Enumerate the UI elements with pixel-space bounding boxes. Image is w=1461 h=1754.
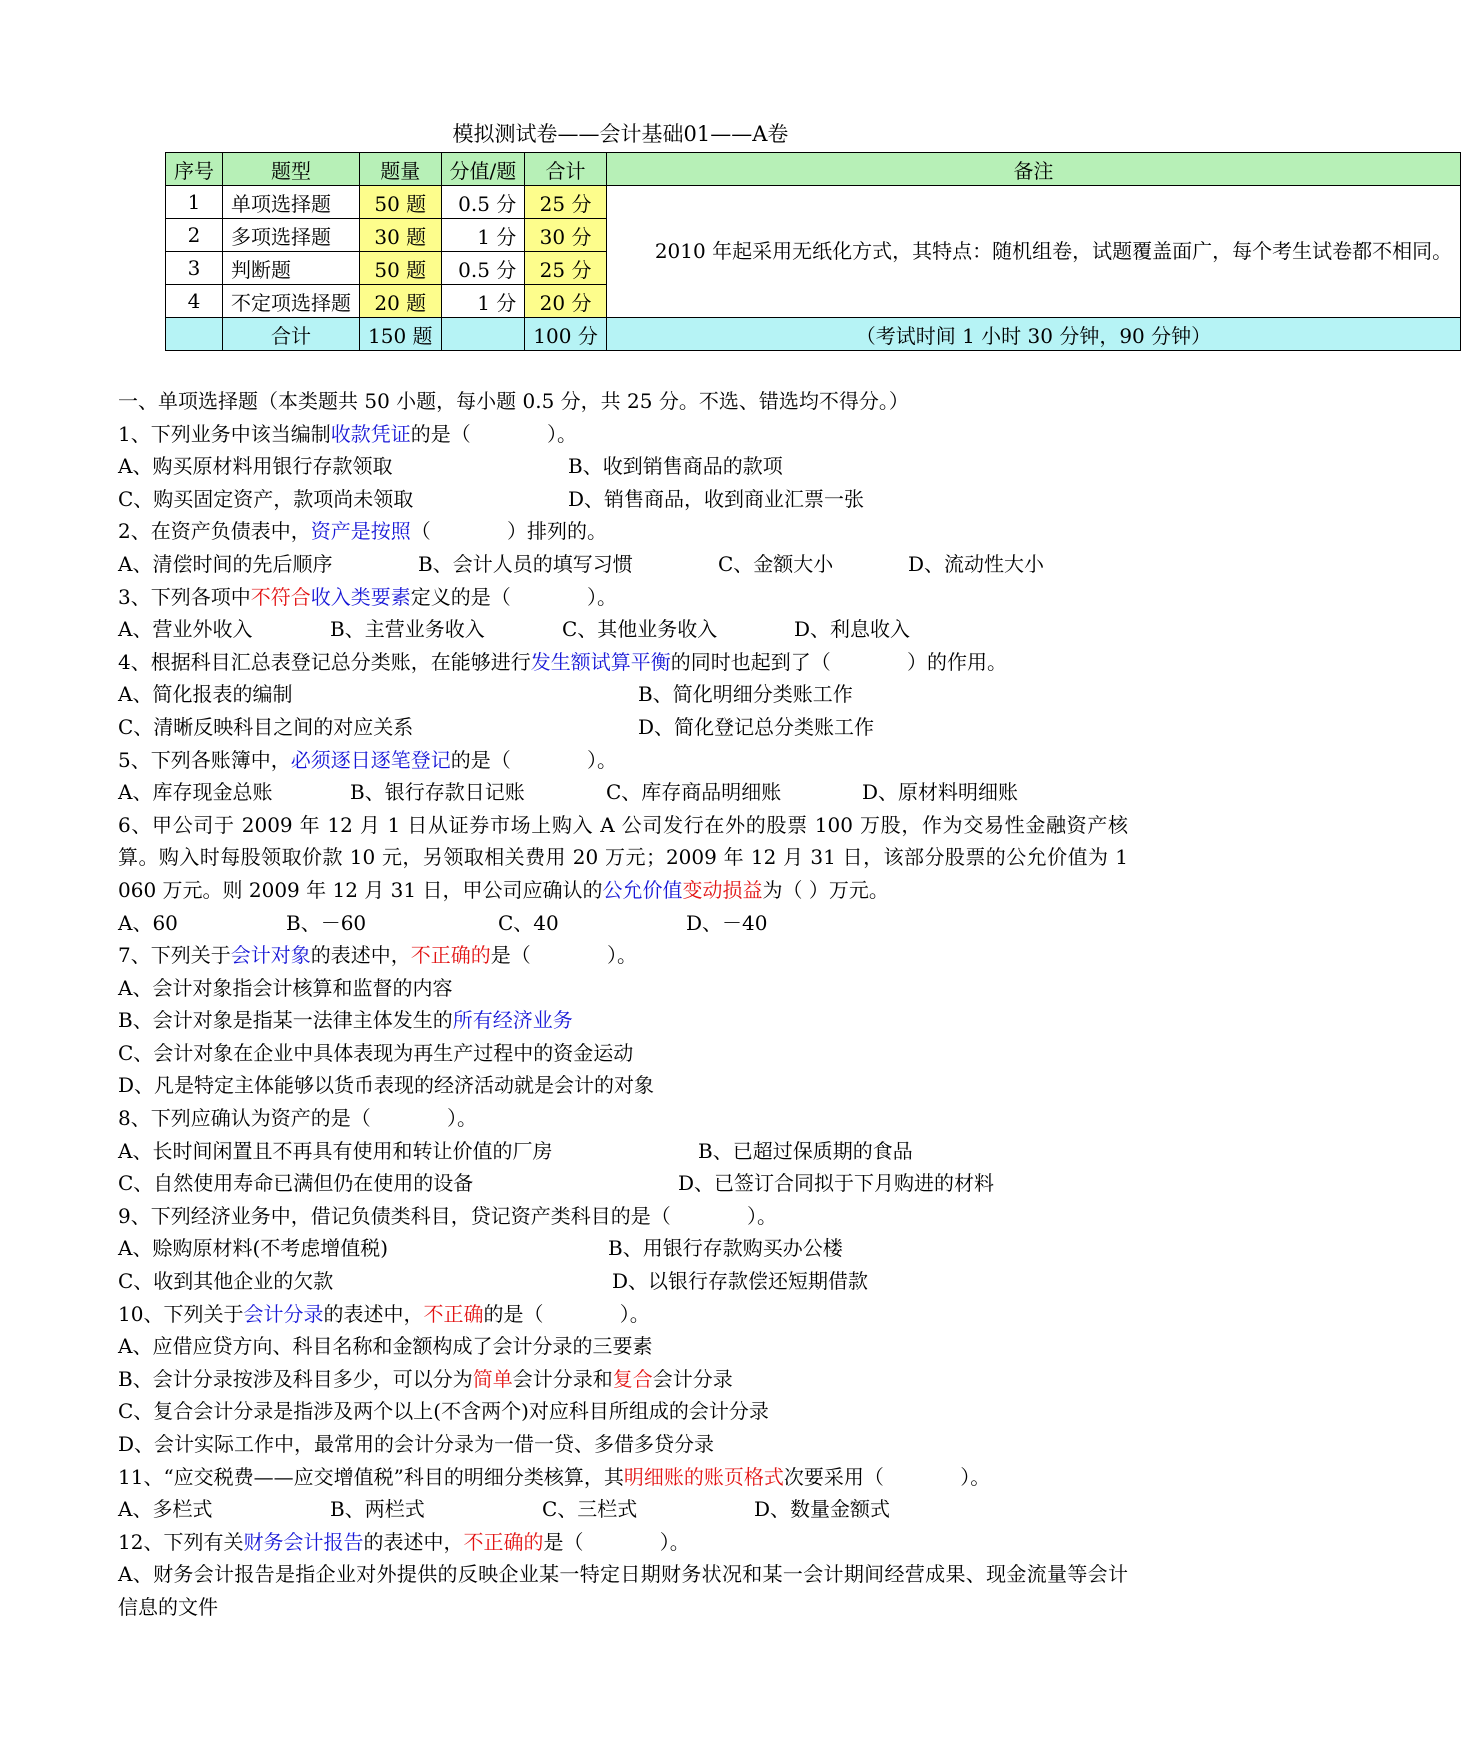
option-text: 会计分录和 bbox=[512, 1366, 613, 1391]
option-a: A、财务会计报告是指企业对外提供的反映企业某一特定日期财务状况和某一会计期间经营成果、现金流量等会计信息的文件 bbox=[118, 1562, 1128, 1619]
option-b: B、－60 bbox=[286, 910, 367, 935]
option-b: B、用银行存款购买办公楼 bbox=[608, 1236, 843, 1261]
stem-highlight: 会计分录 bbox=[243, 1301, 324, 1326]
cell-total: 25 分 bbox=[525, 186, 607, 219]
option-d: D、利息收入 bbox=[794, 617, 911, 642]
stem-text: 的同时也起到了（ ）的作用。 bbox=[670, 649, 1008, 674]
option-row bbox=[118, 711, 1128, 744]
cell-count: 30 题 bbox=[360, 219, 442, 252]
stem-highlight-red: 变动损益 bbox=[682, 877, 763, 902]
question-8-stem: 8、下列应确认为资产的是（ ）。 bbox=[118, 1106, 478, 1131]
option-d: D、以银行存款偿还短期借款 bbox=[612, 1269, 869, 1294]
question-2-stem bbox=[118, 515, 1128, 548]
question-12-stem bbox=[118, 1526, 1128, 1559]
total-count: 150 题 bbox=[360, 318, 442, 351]
option-a: A、营业外收入 bbox=[118, 617, 253, 642]
stem-text: 1、下列业务中该当编制 bbox=[118, 421, 331, 446]
option-row bbox=[118, 548, 1128, 581]
option-c: C、40 bbox=[498, 910, 559, 935]
option-d: D、会计实际工作中，最常用的会计分录为一借一贷、多借多贷分录 bbox=[118, 1432, 715, 1456]
stem-text: 是（ ）。 bbox=[543, 1529, 690, 1554]
question-list bbox=[118, 385, 1128, 1624]
header-cell-count: 题量 bbox=[360, 153, 442, 186]
option-highlight-red: 简单 bbox=[472, 1366, 513, 1391]
table-row bbox=[166, 186, 1461, 219]
stem-text: 的是（ ）。 bbox=[450, 747, 618, 772]
option-b: B、已超过保质期的食品 bbox=[698, 1138, 913, 1163]
stem-highlight-red: 不符合 bbox=[250, 584, 311, 609]
cell-no: 1 bbox=[166, 186, 223, 219]
option-text: 会计分录 bbox=[652, 1366, 733, 1391]
stem-text: （ ）排列的。 bbox=[410, 519, 608, 544]
option-a: A、简化报表的编制 bbox=[118, 682, 293, 707]
option-d: D、凡是特定主体能够以货币表现的经济活动就是会计的对象 bbox=[118, 1073, 655, 1098]
header-cell-total: 合计 bbox=[525, 153, 607, 186]
total-note: （考试时间 1 小时 30 分钟，90 分钟） bbox=[606, 318, 1460, 351]
option-b: B、银行存款日记账 bbox=[350, 780, 525, 805]
option-row bbox=[118, 1167, 1128, 1200]
option-row bbox=[118, 678, 1128, 711]
stem-text: 6、甲公司于 2009 年 12 月 1 日从证券市场上购入 A 公司发行在外的股票 100 万股，作为交易性金融资产核算。购入时每股领取价款 10 元，另领取相关费用 20 万元；2009 年 12 月 31 日，该部分股票的公允价值为 1 060 万元。则 2009 年 12 月 31 日，甲公司应确认的 bbox=[118, 812, 1128, 902]
total-empty-cell bbox=[166, 318, 223, 351]
option-c: C、购买固定资产，款项尚未领取 bbox=[118, 486, 414, 511]
cell-no: 4 bbox=[166, 285, 223, 318]
option-a: A、购买原材料用银行存款领取 bbox=[118, 454, 393, 479]
question-9-stem: 9、下列经济业务中，借记负债类科目，贷记资产类科目的是（ ）。 bbox=[118, 1203, 778, 1228]
option-c: C、其他业务收入 bbox=[562, 617, 718, 642]
cell-score: 0.5 分 bbox=[441, 186, 525, 219]
option-c: C、清晰反映科目之间的对应关系 bbox=[118, 714, 414, 739]
header-cell-note: 备注 bbox=[606, 153, 1460, 186]
option-d: D、销售商品，收到商业汇票一张 bbox=[568, 486, 865, 511]
note-cell bbox=[606, 186, 1460, 318]
option-row bbox=[118, 1135, 1128, 1168]
stem-text: 为（ ）万元。 bbox=[762, 877, 889, 902]
stem-text: 是（ ）。 bbox=[490, 943, 638, 968]
cell-score: 0.5 分 bbox=[441, 252, 525, 285]
total-label: 合计 bbox=[223, 318, 360, 351]
option-highlight: 所有经济业务 bbox=[452, 1008, 573, 1033]
cell-total: 25 分 bbox=[525, 252, 607, 285]
option-b: B、收到销售商品的款项 bbox=[568, 454, 783, 479]
option-row bbox=[118, 483, 1128, 516]
option-a: A、清偿时间的先后顺序 bbox=[118, 551, 333, 576]
option-text: B、会计分录按涉及科目多少，可以分为 bbox=[118, 1366, 473, 1391]
question-5-stem bbox=[118, 744, 1128, 777]
stem-text: 的是（ ）。 bbox=[483, 1301, 650, 1326]
stem-text: 定义的是（ ）。 bbox=[410, 584, 618, 609]
option-row bbox=[118, 1265, 1128, 1298]
stem-highlight-red: 不正确 bbox=[423, 1301, 484, 1326]
cell-type: 多项选择题 bbox=[223, 219, 360, 252]
option-row bbox=[118, 613, 1128, 646]
stem-text: 的是（ ）。 bbox=[410, 421, 578, 446]
cell-total: 30 分 bbox=[525, 219, 607, 252]
stem-text: 的表述中， bbox=[323, 1301, 424, 1326]
option-b: B、会计人员的填写习惯 bbox=[418, 551, 633, 576]
question-3-stem bbox=[118, 581, 1128, 614]
option-row bbox=[118, 776, 1128, 809]
option-b: B、简化明细分类账工作 bbox=[638, 682, 853, 707]
question-7-stem bbox=[118, 939, 1128, 972]
option-c: C、金额大小 bbox=[718, 551, 834, 576]
cell-type: 判断题 bbox=[223, 252, 360, 285]
option-b: B、主营业务收入 bbox=[330, 617, 485, 642]
option-row bbox=[118, 1493, 1128, 1526]
stem-highlight: 收款凭证 bbox=[330, 421, 411, 446]
table-header-row bbox=[166, 153, 1461, 186]
option-text: B、会计对象是指某一法律主体发生的 bbox=[118, 1008, 453, 1033]
total-score: 100 分 bbox=[525, 318, 607, 351]
stem-highlight: 资产是按照 bbox=[310, 519, 411, 544]
page-title: 模拟测试卷——会计基础01——A卷 bbox=[452, 122, 789, 146]
header-cell-type: 题型 bbox=[223, 153, 360, 186]
option-a: A、赊购原材料(不考虑增值税) bbox=[118, 1236, 389, 1261]
question-4-stem bbox=[118, 646, 1128, 679]
stem-text: 的表述中， bbox=[363, 1529, 464, 1554]
cell-total: 20 分 bbox=[525, 285, 607, 318]
question-1-stem bbox=[118, 418, 1128, 451]
option-d: D、流动性大小 bbox=[908, 551, 1045, 576]
option-d: D、－40 bbox=[686, 910, 768, 935]
option-c: C、三栏式 bbox=[542, 1497, 638, 1522]
stem-highlight-red: 不正确的 bbox=[410, 943, 491, 968]
cell-score: 1 分 bbox=[441, 285, 525, 318]
stem-text: 5、下列各账簿中， bbox=[118, 747, 291, 772]
stem-text: 的表述中， bbox=[310, 943, 411, 968]
option-c: C、收到其他企业的欠款 bbox=[118, 1269, 334, 1294]
cell-count: 50 题 bbox=[360, 186, 442, 219]
option-row bbox=[118, 450, 1128, 483]
option-row bbox=[118, 907, 1128, 940]
stem-highlight-red: 明细账的账页格式 bbox=[623, 1464, 784, 1489]
cell-type: 单项选择题 bbox=[223, 186, 360, 219]
option-c: C、库存商品明细账 bbox=[606, 780, 782, 805]
option-a: A、60 bbox=[118, 910, 178, 935]
question-11-stem bbox=[118, 1461, 1128, 1494]
stem-text: 11、“应交税费——应交增值税”科目的明细分类核算，其 bbox=[118, 1464, 624, 1489]
option-a: A、多栏式 bbox=[118, 1497, 213, 1522]
stem-highlight: 会计对象 bbox=[230, 943, 311, 968]
option-d: D、已签订合同拟于下月购进的材料 bbox=[678, 1171, 995, 1196]
option-a: A、长时间闲置且不再具有使用和转让价值的厂房 bbox=[118, 1138, 553, 1163]
stem-highlight-red: 不正确的 bbox=[463, 1529, 544, 1554]
cell-score: 1 分 bbox=[441, 219, 525, 252]
option-row bbox=[118, 1232, 1128, 1265]
cell-count: 50 题 bbox=[360, 252, 442, 285]
cell-type: 不定项选择题 bbox=[223, 285, 360, 318]
option-a: A、会计对象指会计核算和监督的内容 bbox=[118, 975, 453, 1000]
option-d: D、简化登记总分类账工作 bbox=[638, 714, 875, 739]
question-10-stem bbox=[118, 1298, 1128, 1331]
option-c: C、复合会计分录是指涉及两个以上(不含两个)对应科目所组成的会计分录 bbox=[118, 1399, 769, 1424]
stem-text: 2、在资产负债表中， bbox=[118, 519, 311, 544]
stem-highlight: 公允价值 bbox=[602, 877, 683, 902]
option-highlight-red: 复合 bbox=[612, 1366, 653, 1391]
option-b bbox=[118, 1363, 1128, 1396]
question-6-stem bbox=[118, 809, 1128, 907]
stem-text: 次要采用（ ）。 bbox=[783, 1464, 991, 1489]
score-summary-table bbox=[165, 152, 1461, 351]
option-c: C、自然使用寿命已满但仍在使用的设备 bbox=[118, 1171, 474, 1196]
cell-count: 20 题 bbox=[360, 285, 442, 318]
stem-highlight: 发生额试算平衡 bbox=[530, 649, 671, 674]
stem-text: 7、下列关于 bbox=[118, 943, 231, 968]
stem-text: 10、下列关于 bbox=[118, 1301, 244, 1326]
header-cell-no: 序号 bbox=[166, 153, 223, 186]
section-heading: 一、单项选择题（本类题共 50 小题，每小题 0.5 分，共 25 分。不选、错选均不得分。） bbox=[118, 389, 909, 413]
option-a: A、应借应贷方向、科目名称和金额构成了会计分录的三要素 bbox=[118, 1334, 653, 1359]
header-cell-score: 分值/题 bbox=[441, 153, 525, 186]
option-a: A、库存现金总账 bbox=[118, 780, 273, 805]
stem-highlight: 收入类要素 bbox=[310, 584, 411, 609]
cell-no: 2 bbox=[166, 219, 223, 252]
stem-text: 4、根据科目汇总表登记总分类账，在能够进行 bbox=[118, 649, 531, 674]
cell-no: 3 bbox=[166, 252, 223, 285]
stem-text: 3、下列各项中 bbox=[118, 584, 251, 609]
option-d: D、数量金额式 bbox=[754, 1497, 891, 1522]
option-d: D、原材料明细账 bbox=[862, 780, 1019, 805]
stem-text: 12、下列有关 bbox=[118, 1529, 244, 1554]
total-empty-cell bbox=[441, 318, 525, 351]
option-b bbox=[118, 1004, 1128, 1037]
stem-highlight: 必须逐日逐笔登记 bbox=[290, 747, 451, 772]
stem-highlight: 财务会计报告 bbox=[243, 1529, 364, 1554]
option-b: B、两栏式 bbox=[330, 1497, 425, 1522]
total-row bbox=[166, 318, 1461, 351]
note-text: 2010 年起采用无纸化方式，其特点：随机组卷，试题覆盖面广，每个考生试卷都不相同。 bbox=[654, 239, 1453, 263]
option-c: C、会计对象在企业中具体表现为再生产过程中的资金运动 bbox=[118, 1040, 634, 1065]
